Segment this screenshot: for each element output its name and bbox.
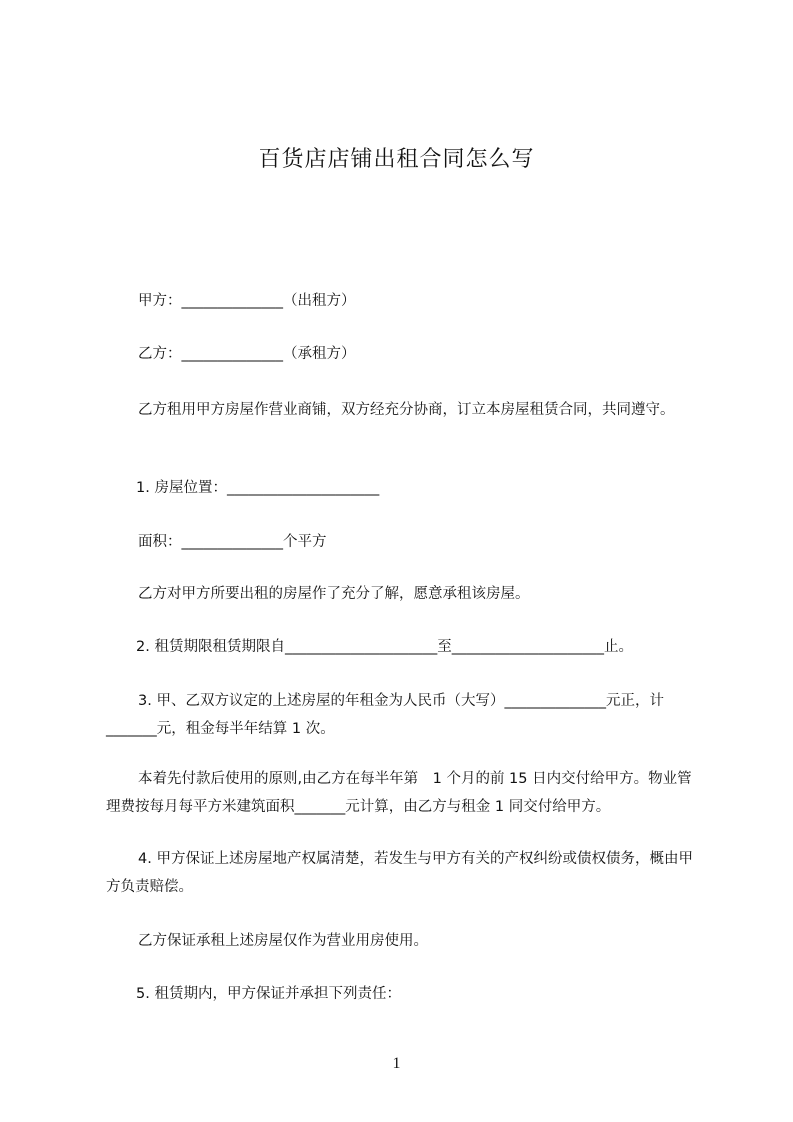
clause5-text: 5. 租赁期内，甲方保证并承担下列责任：: [136, 986, 401, 1002]
clause2-text: 2. 租赁期限租赁期限自_____________________至_____________________止。: [136, 639, 633, 655]
intro-text: 乙方租用甲方房屋作营业商铺，双方经充分协商，订立本房屋租赁合同，共同遵守。: [138, 402, 675, 418]
clause2-line: [106, 633, 694, 661]
clause1-area-text: 面积：______________个平方: [138, 534, 327, 550]
clause4-use-text: 乙方保证承租上述房屋仅作为营业用房使用。: [138, 933, 428, 949]
clause1-area-line: [106, 528, 694, 556]
clause1-understanding-line: [106, 580, 694, 608]
clause3-text: 3. 甲、乙双方议定的上述房屋的年租金为人民币（大写）______________元正，计_______元，租金每半年结算 1 次。: [106, 693, 664, 737]
clause4-use-line: [106, 927, 694, 955]
party-a-text: 甲方：______________（出租方）: [138, 293, 356, 309]
clause4-text: 4. 甲方保证上述房屋地产权属清楚，若发生与甲方有关的产权纠纷或债权债务，概由甲方负责赔偿。: [106, 851, 693, 895]
clause3-paragraph: [106, 687, 694, 743]
party-b-line: [106, 340, 694, 368]
clause1-location-line: [106, 474, 694, 502]
clause5-line: [106, 980, 694, 1008]
clause3-payment-text: 本着先付款后使用的原则,由乙方在每半年第 1 个月的前 15 日内交付给甲方。物业管理费按每月每平方米建筑面积_______元计算，由乙方与租金 1 同交付给甲方。: [106, 771, 692, 815]
party-a-line: [106, 287, 694, 315]
party-b-text: 乙方：______________（承租方）: [138, 346, 356, 362]
page-number: 1: [392, 1055, 401, 1072]
intro-paragraph: [106, 396, 694, 424]
clause4-paragraph: [106, 845, 694, 901]
clause3-payment-paragraph: [106, 765, 694, 821]
document-title: 百货店店铺出租合同怎么写: [258, 147, 535, 172]
clause1-understanding-text: 乙方对甲方所要出租的房屋作了充分了解，愿意承租该房屋。: [138, 586, 530, 602]
clause1-location-text: 1. 房屋位置：_____________________: [136, 480, 380, 496]
